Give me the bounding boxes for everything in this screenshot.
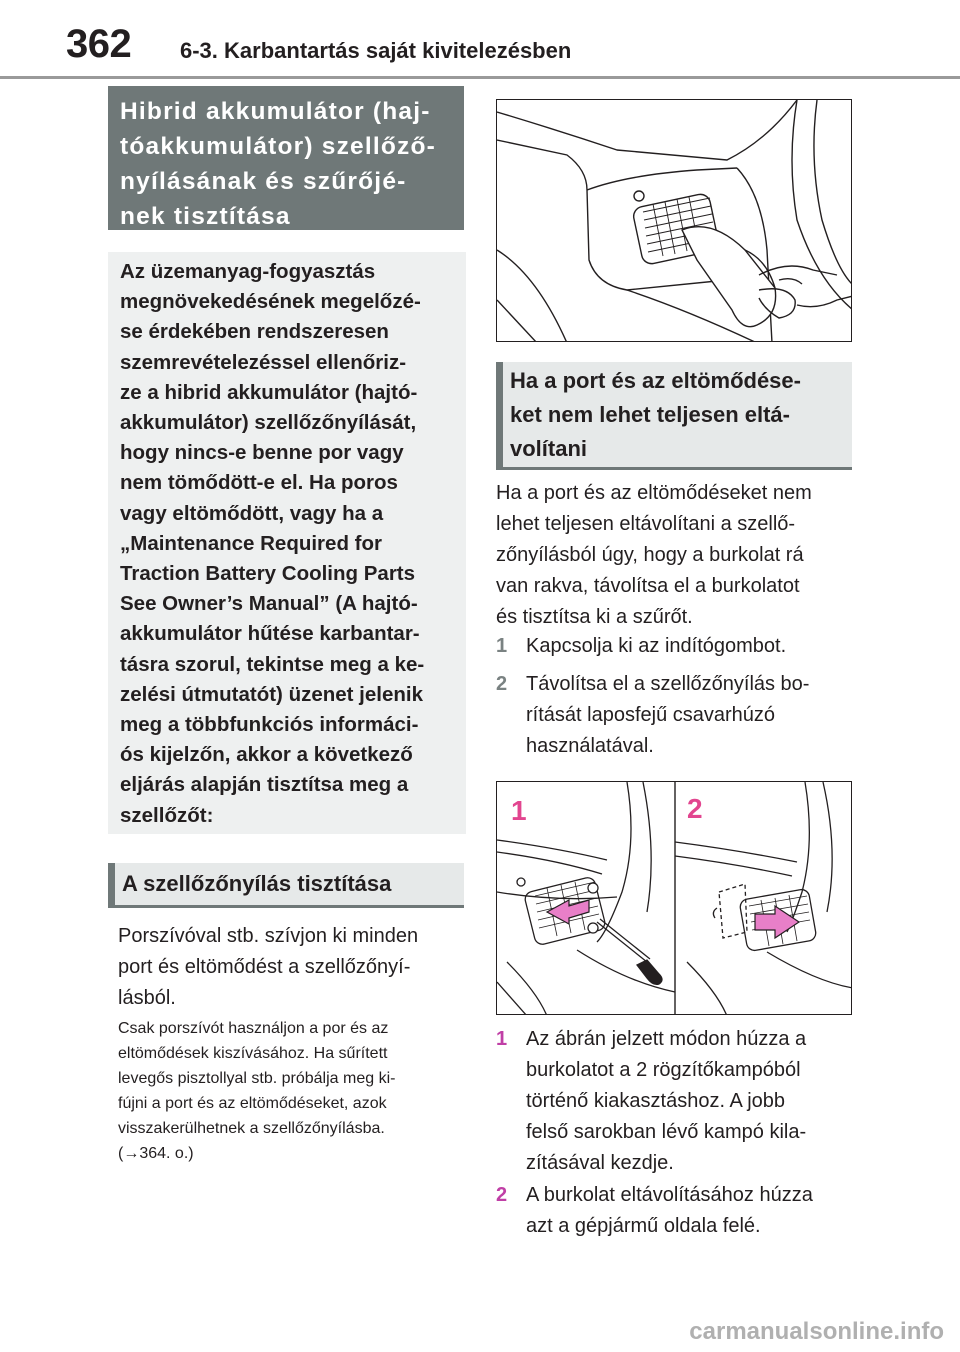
note-line: fújni a port és az eltömődéseket, azok [118, 1095, 387, 1112]
intro-line: „Maintenance Required for [120, 531, 382, 555]
body-line: port és eltömődést a szellőzőnyí- [118, 956, 411, 978]
intro-line: hogy nincs-e benne por vagy [120, 441, 404, 465]
step-line: történő kiakasztáshoz. A jobb [526, 1090, 786, 1112]
intro-line: zelési útmutatót) üzenet jelenik [120, 682, 423, 706]
step-number: 1 [496, 1028, 508, 1050]
figure-label-1: 1 [511, 795, 527, 826]
step-2 [496, 669, 856, 762]
body-line: és tisztítsa ki a szűrőt. [496, 606, 693, 628]
intro-line: szellőzőt: [120, 803, 214, 827]
step-line: felső sarokban lévő kampó kila- [526, 1121, 807, 1143]
intro-line: Traction Battery Cooling Parts [120, 562, 416, 586]
watermark: carmanualsonline.info [689, 1318, 944, 1345]
intro-line: szemrevételezéssel ellenőriz- [120, 350, 407, 374]
step-text [526, 631, 846, 662]
page-reference-link[interactable]: (→364. o.) [118, 1145, 194, 1162]
intro-line: akkumulátor hűtése karbantar- [120, 622, 420, 646]
title-line: nyílásának és szűrőjé- [120, 168, 407, 195]
subheading-accent-bar [108, 863, 115, 905]
section-title: 6-3. Karbantartás saját kivitelezésben [180, 38, 572, 63]
body-line: zőnyílásból úgy, hogy a burkolat rá [496, 544, 804, 566]
step-number: 2 [496, 1184, 508, 1206]
subheading-vent-cleaning [108, 863, 464, 908]
header-divider [0, 76, 960, 79]
title-line: Hibrid akkumulátor (haj- [120, 98, 431, 125]
subheading-accent-bar [496, 362, 503, 467]
page-header [0, 0, 960, 78]
intro-box [108, 252, 466, 834]
step-text [526, 1024, 846, 1179]
step-1 [496, 631, 856, 662]
intro-line: se érdekében rendszeresen [120, 320, 389, 344]
main-title-box [108, 86, 464, 230]
intro-line: meg a többfunkciós informáci- [120, 713, 419, 737]
step-line: A burkolat eltávolításához húzza [526, 1184, 813, 1206]
title-line: tóakkumulátor) szellőző- [120, 133, 437, 160]
step-line: használatával. [526, 735, 654, 757]
subheading-line: ket nem lehet teljesen eltá- [510, 402, 790, 427]
step-line: rítását laposfejű csavarhúzó [526, 704, 776, 726]
intro-line: vagy eltömődött, vagy ha a [120, 501, 384, 525]
intro-line: megnövekedésének megelőzé- [120, 290, 421, 314]
filter-intro [496, 478, 852, 633]
body-line: lásból. [118, 987, 176, 1009]
body-line: van rakva, távolítsa el a burkolatot [496, 575, 800, 597]
intro-line: eljárás alapján tisztítsa meg a [120, 773, 409, 797]
intro-line: ós kijelzőn, akkor a következő [120, 743, 413, 767]
page-number: 362 [66, 22, 132, 66]
vacuum-note [118, 1016, 468, 1166]
step-line: Kapcsolja ki az indítógombot. [526, 635, 787, 657]
substep-1 [496, 1024, 856, 1179]
vacuum-drawing [497, 100, 852, 342]
step-line: azt a gépjármű oldala felé. [526, 1215, 761, 1237]
step-line: Az ábrán jelzett módon húzza a [526, 1028, 807, 1050]
intro-line: nem tömődött-e el. Ha poros [120, 471, 398, 495]
step-number: 1 [496, 635, 508, 657]
note-line: levegős pisztollyal stb. próbálja meg ki- [118, 1070, 396, 1087]
substep-2 [496, 1180, 856, 1242]
step-line: burkolatot a 2 rögzítőkampóból [526, 1059, 801, 1081]
vacuum-illustration [496, 99, 852, 342]
note-line: eltömődések kiszívásához. Ha sűrített [118, 1045, 388, 1062]
body-line: Porszívóval stb. szívjon ki minden [118, 925, 419, 947]
note-line: visszakerülhetnek a szellőzőnyílásba. [118, 1120, 385, 1137]
body-line: Ha a port és az eltömődéseket nem [496, 482, 812, 504]
intro-line: akkumulátor) szellőzőnyílását, [120, 411, 417, 435]
intro-line: See Owner’s Manual” (A hajtó- [120, 592, 418, 616]
subheading-filter-removal [496, 362, 852, 470]
body-line: lehet teljesen eltávolítani a szellő- [496, 513, 796, 535]
title-line: nek tisztítása [120, 203, 291, 230]
intro-line: tásra szorul, tekintse meg a ke- [120, 652, 425, 676]
cover-removal-drawing [497, 782, 852, 1015]
step-text [526, 1180, 846, 1242]
subheading-line: volítani [510, 436, 588, 461]
step-number: 2 [496, 673, 508, 695]
step-text [526, 669, 846, 762]
subheading-text [510, 364, 840, 466]
note-line: Csak porszívót használjon a por és az [118, 1020, 389, 1037]
subheading-line: Ha a port és az eltömődése- [510, 368, 801, 393]
intro-line: ze a hibrid akkumulátor (hajtó- [120, 380, 418, 404]
cover-removal-illustration [496, 781, 852, 1015]
intro-line: Az üzemanyag-fogyasztás [120, 260, 376, 283]
subheading-text: A szellőzőnyílás tisztítása [122, 871, 392, 896]
vacuum-instruction [118, 921, 468, 1014]
figure-label-2: 2 [687, 793, 703, 824]
step-line: zításával kezdje. [526, 1152, 674, 1174]
step-line: Távolítsa el a szellőzőnyílás bo- [526, 673, 810, 695]
